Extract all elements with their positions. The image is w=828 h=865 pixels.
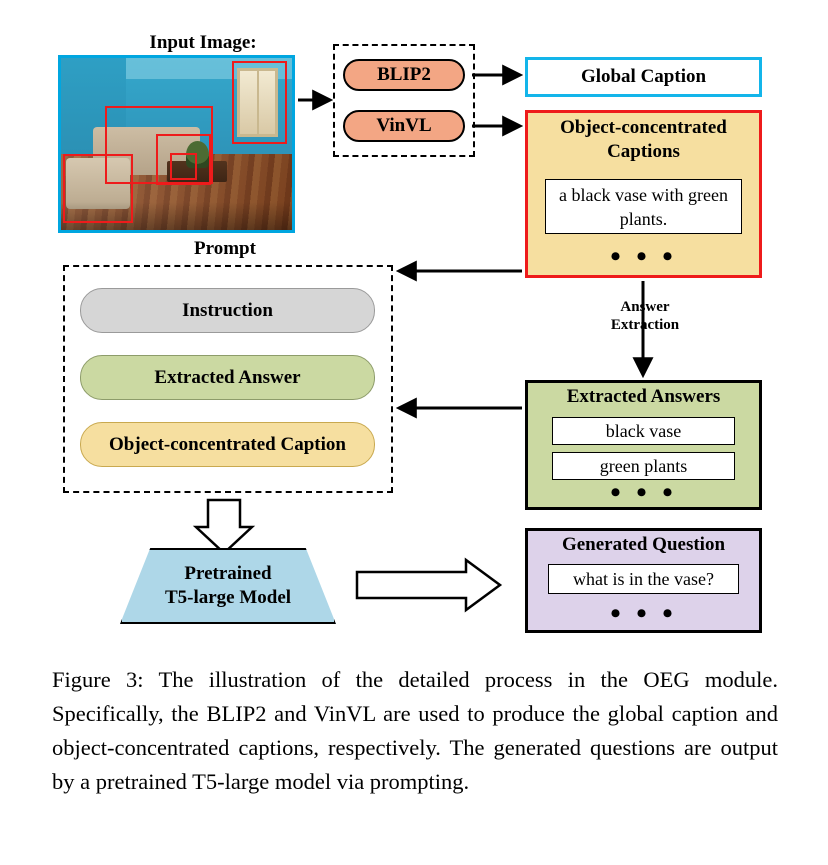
object-concentrated-captions-title <box>530 116 757 164</box>
t5-label-line1: Pretrained <box>184 563 272 584</box>
occ-ellipsis: • • • <box>610 240 677 273</box>
vinvl-node[interactable]: VinVL <box>343 110 465 142</box>
blip2-node[interactable]: BLIP2 <box>343 59 465 91</box>
generated-question-ellipsis: • • • <box>610 597 677 630</box>
answer-extraction-label <box>570 298 720 334</box>
answer-extraction-line1: Answer <box>620 299 670 315</box>
bounding-box <box>63 154 132 223</box>
bounding-box <box>170 153 198 181</box>
prompt-object-concentrated-caption-chip: Object-concentrated Caption <box>80 422 375 467</box>
bounding-box <box>232 61 287 144</box>
extracted-answers-ellipsis: • • • <box>610 476 677 509</box>
object-concentrated-caption-item: a black vase with green plants. <box>545 179 742 234</box>
input-image <box>58 55 295 233</box>
input-image-label: Input Image: <box>149 32 257 53</box>
extracted-answer-item: black vase <box>552 417 735 445</box>
generated-question-title: Generated Question <box>561 534 726 555</box>
prompt-extracted-answer-chip: Extracted Answer <box>80 355 375 400</box>
pretrained-t5-model-node <box>120 548 336 624</box>
prompt-label: Prompt <box>194 238 256 259</box>
occ-title-line2: Captions <box>607 141 680 162</box>
extracted-answers-title: Extracted Answers <box>566 386 721 407</box>
t5-label <box>120 548 336 624</box>
t5-label-line2: T5-large Model <box>164 587 292 608</box>
generated-question-item: what is in the vase? <box>548 564 739 594</box>
answer-extraction-line2: Extraction <box>610 317 680 333</box>
occ-title-line1: Object-concentrated <box>560 117 727 138</box>
extracted-answer-item: green plants <box>552 452 735 480</box>
global-caption-box: Global Caption <box>525 57 762 97</box>
figure-caption: Figure 3: The illustration of the detailed process in the OEG module. Specifically, the BLIP2 and VinVL are used to produce the global caption and object-concentrated captions, respectively. The generated questions are output by a pretrained T5-large model via prompting. <box>52 667 778 794</box>
prompt-instruction-chip: Instruction <box>80 288 375 333</box>
